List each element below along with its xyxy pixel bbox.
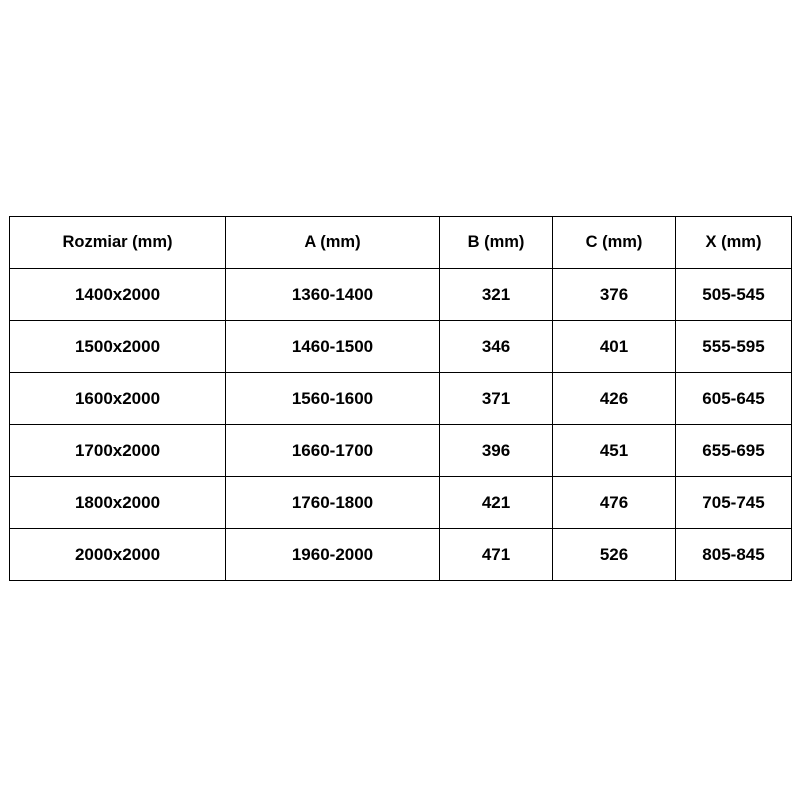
- table-header-row: [10, 217, 792, 269]
- cell-c: 451: [553, 425, 676, 477]
- cell-c: 401: [553, 321, 676, 373]
- cell-x: 555-595: [676, 321, 792, 373]
- column-header-b: B (mm): [440, 217, 553, 269]
- cell-c: 376: [553, 269, 676, 321]
- size-table-container: [9, 216, 791, 581]
- cell-a: 1360-1400: [226, 269, 440, 321]
- cell-x: 805-845: [676, 529, 792, 581]
- table-row: [10, 425, 792, 477]
- cell-a: 1660-1700: [226, 425, 440, 477]
- cell-x: 505-545: [676, 269, 792, 321]
- cell-b: 346: [440, 321, 553, 373]
- cell-rozmiar: 1600x2000: [10, 373, 226, 425]
- table-header: [10, 217, 792, 269]
- table-row: [10, 269, 792, 321]
- cell-a: 1460-1500: [226, 321, 440, 373]
- column-header-rozmiar: Rozmiar (mm): [10, 217, 226, 269]
- cell-c: 476: [553, 477, 676, 529]
- column-header-a: A (mm): [226, 217, 440, 269]
- cell-rozmiar: 1400x2000: [10, 269, 226, 321]
- cell-rozmiar: 1700x2000: [10, 425, 226, 477]
- dimensions-table: [9, 216, 792, 581]
- cell-rozmiar: 1800x2000: [10, 477, 226, 529]
- cell-b: 421: [440, 477, 553, 529]
- cell-b: 396: [440, 425, 553, 477]
- cell-b: 321: [440, 269, 553, 321]
- cell-x: 605-645: [676, 373, 792, 425]
- cell-a: 1960-2000: [226, 529, 440, 581]
- cell-a: 1560-1600: [226, 373, 440, 425]
- cell-c: 526: [553, 529, 676, 581]
- table-row: [10, 321, 792, 373]
- cell-x: 705-745: [676, 477, 792, 529]
- table-row: [10, 373, 792, 425]
- table-row: [10, 477, 792, 529]
- cell-a: 1760-1800: [226, 477, 440, 529]
- table-row: [10, 529, 792, 581]
- cell-b: 371: [440, 373, 553, 425]
- table-body: [10, 269, 792, 581]
- cell-c: 426: [553, 373, 676, 425]
- cell-x: 655-695: [676, 425, 792, 477]
- column-header-c: C (mm): [553, 217, 676, 269]
- cell-rozmiar: 1500x2000: [10, 321, 226, 373]
- column-header-x: X (mm): [676, 217, 792, 269]
- cell-b: 471: [440, 529, 553, 581]
- cell-rozmiar: 2000x2000: [10, 529, 226, 581]
